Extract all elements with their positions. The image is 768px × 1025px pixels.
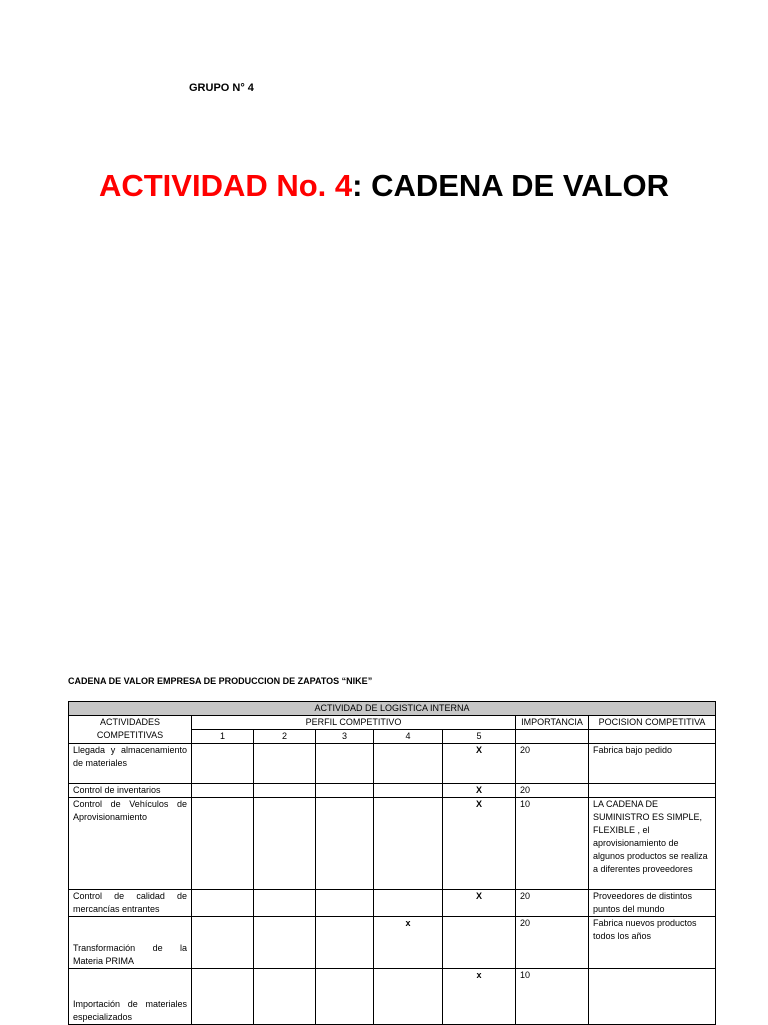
importance-cell: 10	[516, 798, 589, 890]
activity-cell: Importación de materiales especializados	[69, 969, 192, 1025]
table-row	[69, 744, 716, 784]
profile-level-5: 5	[443, 730, 516, 744]
mark-4-cell	[374, 798, 443, 890]
header-profile: PERFIL COMPETITIVO	[192, 716, 516, 730]
activity-cell: Transformación de la Materia PRIMA	[69, 917, 192, 969]
activity-cell: Control de Vehículos de Aprovisionamiento	[69, 798, 192, 890]
position-cell: Fabrica nuevos productos todos los años	[589, 917, 716, 969]
table-caption-row	[69, 702, 716, 716]
mark-5-cell: X	[443, 784, 516, 798]
table-row	[69, 890, 716, 917]
position-cell	[589, 784, 716, 798]
title-rest: : CADENA DE VALOR	[352, 168, 670, 203]
position-cell: LA CADENA DE SUMINISTRO ES SIMPLE, FLEXIBLE , el aprovisionamiento de algunos productos se realiza a diferentes proveedores	[589, 798, 716, 890]
table-header-row	[69, 716, 716, 730]
header-importance-blank	[516, 730, 589, 744]
profile-level-3: 3	[316, 730, 374, 744]
header-position: POCISION COMPETITIVA	[589, 716, 716, 730]
activity-cell: Control de inventarios	[69, 784, 192, 798]
header-activities: ACTIVIDADES COMPETITIVAS	[69, 716, 192, 744]
importance-cell: 10	[516, 969, 589, 1025]
mark-5-cell: X	[443, 890, 516, 917]
mark-4-cell: x	[374, 917, 443, 969]
mark-4-cell	[374, 744, 443, 784]
importance-cell: 20	[516, 784, 589, 798]
profile-level-2: 2	[254, 730, 316, 744]
mark-4-cell	[374, 890, 443, 917]
mark-5-cell: x	[443, 969, 516, 1025]
importance-cell: 20	[516, 744, 589, 784]
importance-cell: 20	[516, 890, 589, 917]
mark-5-cell: X	[443, 744, 516, 784]
table-row	[69, 784, 716, 798]
mark-4-cell	[374, 784, 443, 798]
profile-level-1: 1	[192, 730, 254, 744]
group-label: GRUPO N° 4	[189, 82, 254, 94]
table-row	[69, 917, 716, 969]
table-row	[69, 969, 716, 1025]
table-row	[69, 798, 716, 890]
value-chain-table	[68, 701, 716, 1025]
page-title	[0, 168, 768, 204]
mark-4-cell	[374, 969, 443, 1025]
title-highlight: ACTIVIDAD No. 4	[98, 168, 353, 203]
activity-cell: Llegada y almacenamiento de materiales	[69, 744, 192, 784]
importance-cell: 20	[516, 917, 589, 969]
profile-level-4: 4	[374, 730, 443, 744]
position-cell: Proveedores de distintos puntos del mundo	[589, 890, 716, 917]
header-importance: IMPORTANCIA	[516, 716, 589, 730]
header-position-blank	[589, 730, 716, 744]
position-cell	[589, 969, 716, 1025]
activity-cell: Control de calidad de mercancías entrantes	[69, 890, 192, 917]
position-cell: Fabrica bajo pedido	[589, 744, 716, 784]
section-subtitle: CADENA DE VALOR EMPRESA DE PRODUCCION DE ZAPATOS “NIKE”	[68, 676, 373, 686]
mark-5-cell	[443, 917, 516, 969]
mark-5-cell: X	[443, 798, 516, 890]
table-caption: ACTIVIDAD DE LOGISTICA INTERNA	[69, 702, 716, 716]
